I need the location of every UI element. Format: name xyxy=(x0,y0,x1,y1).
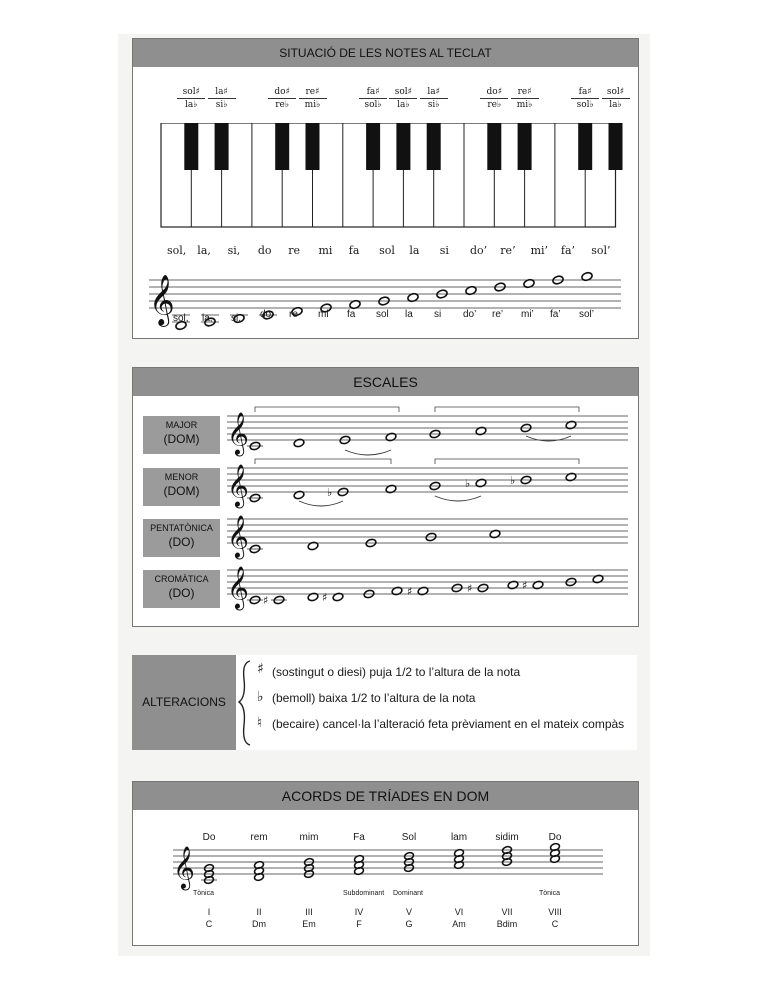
chord-name: sidim xyxy=(495,832,519,843)
accidental-label xyxy=(480,86,508,111)
chord-symbol: Dm xyxy=(252,919,266,929)
flat-icon: ♭ xyxy=(327,486,333,499)
flat-name: la♭ xyxy=(185,100,198,110)
sharp-name: sol♯ xyxy=(389,86,417,99)
roman-numeral: VII xyxy=(501,907,513,917)
white-key-name: fa’ xyxy=(560,244,576,257)
treble-clef-icon: 𝄞 xyxy=(173,844,195,889)
staff-note-name: la, xyxy=(202,313,213,324)
chord-function: Dominant xyxy=(393,890,423,897)
chord-symbol: G xyxy=(405,919,413,929)
keyboard-staff xyxy=(133,264,638,344)
roman-numeral: I xyxy=(207,907,211,917)
chord-degree xyxy=(189,906,229,930)
black-key xyxy=(184,123,198,170)
chord-symbol: Am xyxy=(452,919,466,929)
flat-description: (bemoll) baixa 1/2 to l’altura de la nota xyxy=(272,691,476,705)
staff-note-name: re’ xyxy=(492,309,504,320)
flat-name: si♭ xyxy=(215,100,228,110)
keyboard-title: SITUACIÓ DE LES NOTES AL TECLAT xyxy=(133,39,638,67)
flat-icon: ♭ xyxy=(257,689,264,705)
staff-note-name: re xyxy=(289,309,298,320)
treble-clef-icon: 𝄞 xyxy=(227,564,249,609)
white-key-name: do’ xyxy=(470,244,488,257)
white-key-name: la xyxy=(409,244,420,257)
chord-degree xyxy=(389,906,429,930)
chord-symbol: C xyxy=(205,919,213,929)
flat-name: la♭ xyxy=(397,100,410,110)
white-key-name: si, xyxy=(227,244,241,257)
white-key-name: sol xyxy=(379,244,395,257)
white-key-name: re xyxy=(288,244,300,257)
roman-numeral: III xyxy=(305,907,313,917)
accidental-label xyxy=(511,86,539,111)
black-key xyxy=(396,123,410,170)
keyboard-panel xyxy=(132,38,639,339)
staff-note-name: fa’ xyxy=(550,309,561,320)
chord-name: Do xyxy=(202,832,216,843)
white-key-name: sol’ xyxy=(591,244,611,257)
sharp-name: fa♯ xyxy=(571,86,599,99)
chord-degree xyxy=(339,906,379,930)
treble-clef-icon: 𝄞 xyxy=(149,275,175,326)
accidental-label xyxy=(268,86,296,111)
white-key-name: si xyxy=(439,244,449,257)
staff-note-name: fa xyxy=(347,309,356,320)
scales-title: ESCALES xyxy=(133,368,638,396)
chord-name: Do xyxy=(548,832,562,843)
sharp-name: re♯ xyxy=(511,86,539,99)
sharp-name: sol♯ xyxy=(602,86,630,99)
roman-numeral: VIII xyxy=(548,907,562,917)
flat-name: mi♭ xyxy=(304,100,321,110)
chord-name: mim xyxy=(299,832,319,843)
semitone-bracket xyxy=(435,407,579,412)
white-key-name: la, xyxy=(197,244,211,257)
sharp-name: do♯ xyxy=(480,86,508,99)
sharp-name: sol♯ xyxy=(177,86,205,99)
slur xyxy=(299,501,343,506)
flat-name: la♭ xyxy=(609,100,622,110)
black-key xyxy=(366,123,380,170)
flat-name: re♭ xyxy=(275,100,290,110)
roman-numeral: VI xyxy=(454,907,464,917)
semitone-bracket xyxy=(435,459,579,464)
black-key xyxy=(487,123,501,170)
scale-key: (DO) xyxy=(168,535,195,549)
accidental-label xyxy=(208,86,236,111)
staff-note-name: sol xyxy=(376,309,389,320)
white-key-name: mi xyxy=(318,244,333,257)
staff-note-name: si xyxy=(434,309,442,320)
treble-clef-icon: 𝄞 xyxy=(227,513,249,558)
sharp-name: fa♯ xyxy=(359,86,387,99)
flat-icon: ♭ xyxy=(510,474,516,487)
chords-title: ACORDS DE TRÍADES EN DOM xyxy=(133,782,638,810)
scale-key: (DOM) xyxy=(163,432,200,446)
chord-symbol: C xyxy=(551,919,559,929)
sharp-name: la♯ xyxy=(208,86,236,99)
roman-numeral: II xyxy=(256,907,262,917)
chord-function: Tònica xyxy=(193,890,215,897)
treble-clef-icon: 𝄞 xyxy=(227,410,249,455)
alterations-title: ALTERACIONS xyxy=(132,655,236,750)
chords-panel xyxy=(132,781,639,946)
accidental-label xyxy=(420,86,448,111)
scale-key: (DO) xyxy=(168,586,195,600)
staff-note-name: do’ xyxy=(463,309,477,320)
slur xyxy=(435,496,481,501)
semitone-bracket xyxy=(255,407,399,412)
chord-function: Tònica xyxy=(539,890,561,897)
chord-staff xyxy=(133,840,638,910)
sharp-icon: ♯ xyxy=(257,661,264,677)
chord-function: Subdominant xyxy=(343,890,385,897)
staff-note-name: la xyxy=(405,309,413,320)
white-key-name: re’ xyxy=(500,244,516,257)
flat-name: si♭ xyxy=(427,100,440,110)
sharp-name: la♯ xyxy=(420,86,448,99)
staff-note-name: sol’ xyxy=(579,309,595,320)
chord-degree xyxy=(535,906,575,930)
flat-name: re♭ xyxy=(487,100,502,110)
piano-keyboard xyxy=(133,123,638,263)
staff-note-name: mi’ xyxy=(521,309,534,320)
alterations-panel xyxy=(132,655,637,750)
flat-icon: ♭ xyxy=(465,477,471,490)
sharp-name: do♯ xyxy=(268,86,296,99)
black-key xyxy=(306,123,320,170)
chord-symbol: Em xyxy=(302,919,316,929)
accidental-label xyxy=(359,86,387,111)
natural-description: (becaire) cancel·la l’alteració feta prèviament en el mateix compàs xyxy=(272,717,625,731)
accidental-label xyxy=(299,86,327,111)
accidental-label xyxy=(602,86,630,111)
sharp-icon: ♯ xyxy=(322,591,328,604)
sharp-description: (sostingut o diesi) puja 1/2 to l’altura de la nota xyxy=(272,665,521,679)
scale-name: CROMÀTICA xyxy=(154,574,209,584)
staff-note-name: sol, xyxy=(173,313,189,324)
roman-numeral: V xyxy=(405,907,412,917)
staff-note-name: si, xyxy=(231,313,241,324)
chord-name: lam xyxy=(450,832,468,843)
scale-name: PENTATÒNICA xyxy=(150,523,213,533)
scale-name: MAJOR xyxy=(165,420,198,430)
flat-name: sol♭ xyxy=(576,100,594,110)
treble-clef-icon: 𝄞 xyxy=(227,462,249,507)
slur xyxy=(345,450,391,455)
black-key xyxy=(518,123,532,170)
keyboard-frame xyxy=(161,123,616,227)
scales-panel xyxy=(132,367,639,627)
chord-degree xyxy=(289,906,329,930)
staff-note-name: do xyxy=(260,309,272,320)
black-key xyxy=(578,123,592,170)
chord-degree xyxy=(439,906,479,930)
natural-icon: ♮ xyxy=(257,715,263,731)
sharp-icon: ♯ xyxy=(263,594,269,607)
white-key-name: do xyxy=(257,244,272,257)
chord-name: rem xyxy=(250,832,268,843)
black-key xyxy=(609,123,623,170)
white-key-name: sol, xyxy=(167,244,187,257)
flat-name: mi♭ xyxy=(516,100,533,110)
curly-brace xyxy=(236,655,256,750)
accidental-label xyxy=(571,86,599,111)
sharp-name: re♯ xyxy=(299,86,327,99)
chord-symbol: F xyxy=(356,919,362,929)
flat-name: sol♭ xyxy=(364,100,382,110)
black-key xyxy=(427,123,441,170)
chord-symbol: Bdim xyxy=(496,919,518,929)
chord-name: Sol xyxy=(401,832,417,843)
roman-numeral: IV xyxy=(354,907,364,917)
scale-key: (DOM) xyxy=(163,484,200,498)
white-key-name: mi’ xyxy=(530,244,549,257)
scale-name: MENOR xyxy=(164,472,199,482)
staff-note-name: mi xyxy=(318,309,329,320)
black-key xyxy=(215,123,229,170)
black-key xyxy=(275,123,289,170)
accidental-label xyxy=(389,86,417,111)
sharp-icon: ♯ xyxy=(467,582,473,595)
sharp-icon: ♯ xyxy=(522,579,528,592)
accidental-label xyxy=(177,86,205,111)
sharp-icon: ♯ xyxy=(407,585,413,598)
white-key-name: fa xyxy=(348,244,360,257)
scales-staves xyxy=(133,368,638,626)
chord-name: Fa xyxy=(353,832,365,843)
semitone-bracket xyxy=(255,459,391,464)
chord-degree xyxy=(487,906,527,930)
chord-degree xyxy=(239,906,279,930)
